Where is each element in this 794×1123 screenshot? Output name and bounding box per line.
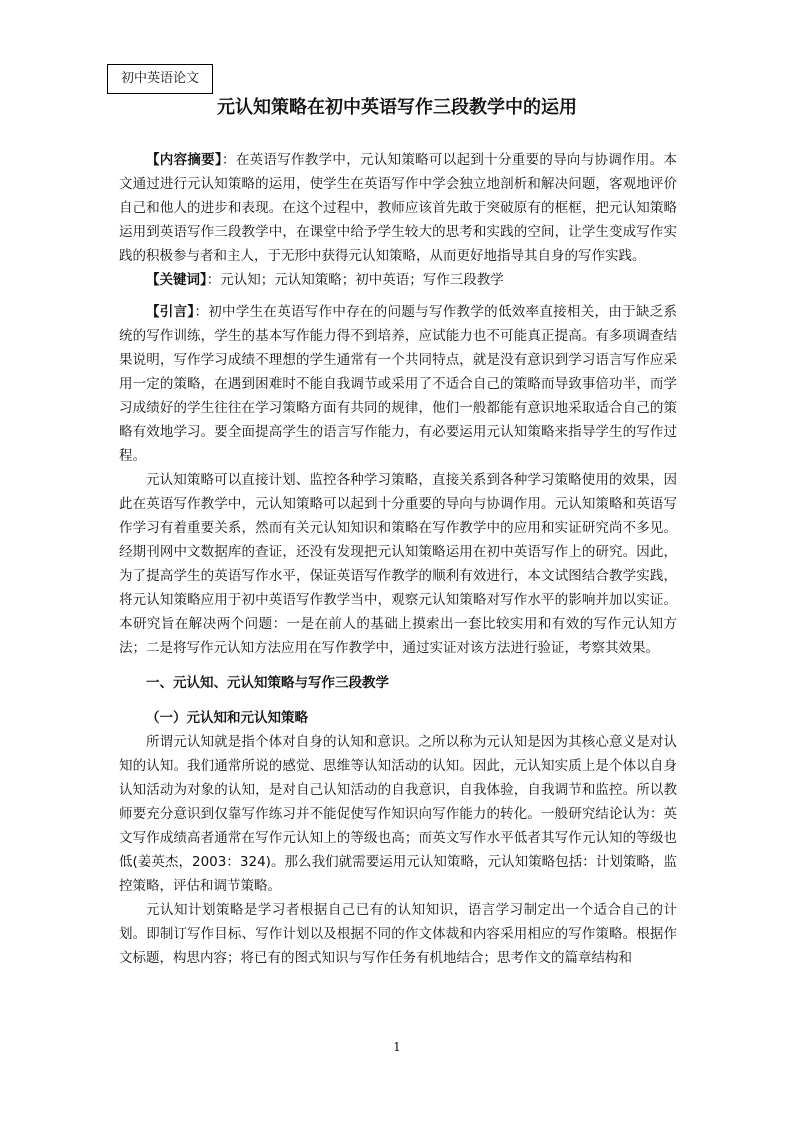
abstract-text: ：在英语写作教学中，元认知策略可以起到十分重要的导向与协调作用。本文通过进行元认知策略的运用，使学生在英语写作中学会独立地剖析和解决问题，客观地评价自己和他人的进步和表现。在这个过程中，教师应该首先敢于突破原有的框框，把元认知策略运用到英语写作三段教学中，在课堂中给予学生较大的思考和实践的空间，让学生变成写作实践的积极参与者和主人，于无形中获得元认知策略，从而更好地指导其自身的写作实践。 bbox=[119, 152, 678, 264]
body-paragraph-3: 所谓元认知就是指个体对自身的认知和意识。之所以称为元认知是因为其核心意义是对认知的认知。我们通常所说的感觉、思维等认知活动的认知。因此，元认知实质上是个体以自身认知活动为对象的认知，是对自己认知活动的自我意识，自我体验，自我调节和监控。所以教师要充分意识到仅靠写作练习并不能促使写作知识向写作能力的转化。一般研究结论认为：英文写作成绩高者通常在写作元认知上的等级也高；而英文写作水平低者其写作元认知的等级也低(姜英杰，2003：324)。那么我们就需要运用元认知策略，元认知策略包括：计划策略，监控策略，评估和调节策略。 bbox=[119, 734, 677, 894]
document-title: 元认知策略在初中英语写作三段教学中的运用 bbox=[217, 97, 577, 118]
body-paragraph-2: 元认知策略可以直接计划、监控各种学习策略，直接关系到各种学习策略使用的效果，因此在英语写作教学中，元认知策略可以起到十分重要的导向与协调作用。元认知策略和英语写作学习有着重要关系，然而有关元认知知识和策略在写作教学中的应用和实证研究尚不多见。经期刊网中文数据库的查证，还没有发现把元认知策略运用在初中英语写作上的研究。因此，为了提高学生的英语写作水平，保证英语写作教学的顺利有效进行，本文试图结合教学实践，将元认知策略应用于初中英语写作教学当中，观察元认知策略对写作水平的影响并加以实证。本研究旨在解决两个问题：一是在前人的基础上摸索出一套比较实用和有效的写作元认知方法；二是将写作元认知方法应用在写作教学中，通过实证对该方法进行验证，考察其效果。 bbox=[119, 472, 677, 656]
subsection-heading: （一）元认知和元认知策略 bbox=[146, 710, 308, 726]
spacer bbox=[119, 292, 677, 300]
intro-label: 【引言】 bbox=[146, 304, 195, 320]
abstract-paragraph bbox=[119, 148, 677, 268]
spacer bbox=[119, 660, 677, 671]
category-tag: 初中英语论文 bbox=[107, 64, 213, 94]
body-paragraph-4: 元认知计划策略是学习者根据自己已有的认知知识，语言学习制定出一个适合自己的计划。即制订写作目标、写作计划以及根据不同的作文体裁和内容采用相应的写作策略。根据作文标题，构思内容；将已有的图式知识与写作任务有机地结合；思考作文的篇章结构和 bbox=[119, 902, 677, 966]
spacer bbox=[119, 695, 677, 706]
section-heading: 一、元认知、元认知策略与写作三段教学 bbox=[146, 675, 389, 691]
intro-text: ：初中学生在英语写作中存在的问题与写作教学的低效率直接相关，由于缺乏系统的写作训练，学生的基本写作能力得不到培养，应试能力也不可能真正提高。有多项调查结果说明，写作学习成绩不理想的学生通常有一个共同特点，就是没有意识到学习语言写作应采用一定的策略，在遇到困难时不能自我调节或采用了不适合自己的策略而导致事倍功半，而学习成绩好的学生往往在学习策略方面有共同的规律，他们一般都能有意识地采取适合自己的策略有效地学习。要全面提高学生的语言写作能力，有必要运用元认知策略来指导学生的写作过程。 bbox=[119, 304, 678, 464]
intro-paragraph bbox=[119, 300, 677, 468]
document-body bbox=[119, 148, 677, 970]
keywords-label: 【关键词】 bbox=[146, 272, 207, 288]
abstract-label: 【内容摘要】 bbox=[146, 152, 223, 168]
keywords-text: ：元认知；元认知策略；初中英语；写作三段教学 bbox=[206, 272, 504, 288]
keywords-paragraph bbox=[119, 268, 677, 292]
page-number: 1 bbox=[393, 1040, 401, 1054]
